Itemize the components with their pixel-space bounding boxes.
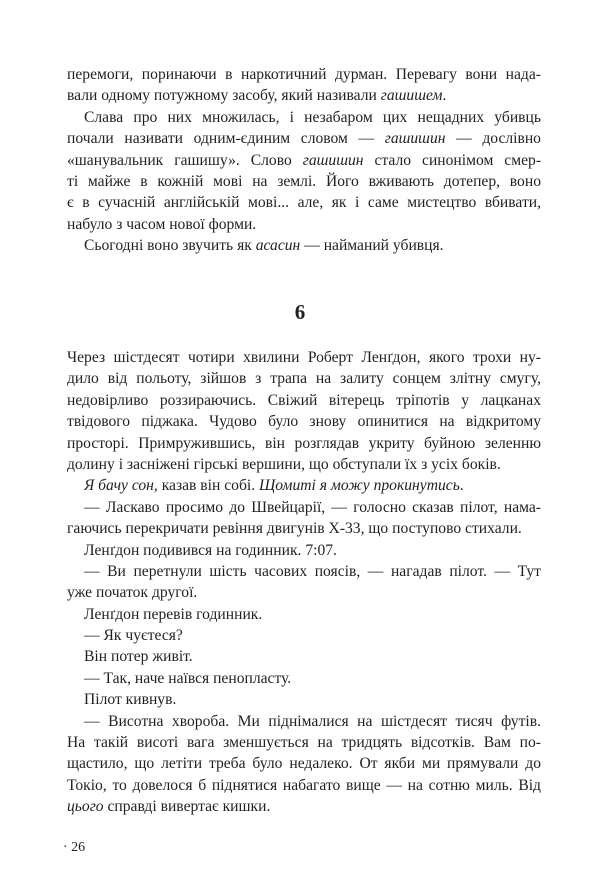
text-line — [67, 128, 541, 149]
text-segment: — Ви перетнули шість часових поясів, — нагадав пілот. — Тут — [84, 562, 541, 580]
text-line — [67, 711, 541, 732]
text-line — [67, 107, 541, 128]
text-segment: Через шістдесят чотири хвилини Роберт Ленґдон, якого трохи ну- — [67, 349, 541, 366]
text-block-chapter — [67, 347, 541, 818]
text-line — [67, 150, 541, 171]
italic-text: асасин — [255, 237, 301, 255]
text-segment: Він потер живіт. — [84, 648, 193, 666]
text-line — [67, 475, 541, 496]
text-segment: . — [459, 477, 464, 495]
italic-text: гашишем — [380, 87, 443, 105]
text-line — [67, 582, 541, 603]
text-segment: уже початок другої. — [67, 584, 198, 602]
text-segment: — дослівно — [445, 130, 541, 148]
text-segment: є в сучасній англійській мові... але, як і саме мистецтво вбивати, — [67, 194, 541, 212]
text-line — [67, 454, 541, 475]
text-segment: гаючись перекричати ревіння двигунів Х-33, що поступово стихали. — [67, 520, 522, 538]
text-line — [67, 689, 541, 710]
italic-text: цього — [67, 798, 104, 816]
text-segment: недовірливо роззираючись. Свіжий вітерець тріпотів у лацканах — [67, 391, 541, 409]
text-segment: . — [442, 87, 447, 105]
text-line — [67, 64, 541, 85]
text-segment: — Як чуєтеся? — [84, 627, 183, 645]
text-segment: дило від польоту, зійшов з трапа на залиту сонцем злітну смугу, — [67, 370, 541, 388]
text-line — [67, 668, 541, 689]
text-block-intro — [67, 64, 541, 257]
text-segment: На такій висоті вага зменшується на тридцять відсотків. Вам по- — [67, 734, 541, 752]
text-line — [67, 646, 541, 667]
text-line — [67, 775, 541, 796]
text-segment: твідового піджака. Чудово було знову опинитися на відкритому — [67, 413, 541, 431]
text-segment: Пілот кивнув. — [84, 691, 177, 709]
italic-text: Щомиті я можу прокинутись — [259, 477, 460, 495]
text-line — [67, 192, 541, 213]
italic-text: гашишин — [384, 130, 446, 148]
text-line — [67, 411, 541, 432]
text-line — [67, 85, 541, 106]
text-line — [67, 390, 541, 411]
text-line — [67, 732, 541, 753]
text-line — [67, 214, 541, 235]
text-segment: справді вивертає кишки. — [103, 798, 271, 816]
text-segment: щастило, що летіти треба було недалеко. От якби ми прямували до — [67, 755, 541, 773]
text-line — [67, 625, 541, 646]
text-line — [67, 433, 541, 454]
chapter-heading: 6 — [294, 300, 306, 324]
text-line — [67, 540, 541, 561]
text-segment: , казав він собі. — [153, 477, 260, 495]
text-line — [67, 235, 541, 256]
text-segment: — Так, наче наївся пенопласту. — [84, 669, 292, 687]
text-segment: просторі. Примружившись, він розглядав укриту буйною зеленню — [67, 434, 541, 452]
text-segment: почали називати одним-єдиним словом — — [67, 130, 385, 148]
text-line — [67, 497, 541, 518]
text-segment: вали одному потужному засобу, який називали — [67, 87, 381, 105]
text-segment: «шанувальник гашишу». Слово — [67, 151, 303, 169]
text-line — [67, 368, 541, 389]
text-segment: ті майже в кожній мові на землі. Його вживають дотепер, воно — [67, 172, 541, 190]
text-line — [67, 561, 541, 582]
text-segment: — Ласкаво просимо до Швейцарії, — голосно сказав пілот, нама- — [84, 498, 541, 516]
italic-text: Я бачу сон — [84, 477, 154, 495]
italic-text: гашишин — [302, 151, 364, 169]
page-number: · 26 — [63, 840, 86, 855]
text-segment: Слава про них множилась, і незабаром цих нещадних убивць — [84, 108, 541, 126]
text-segment: Ленґдон перевів годинник. — [84, 605, 263, 623]
text-line — [67, 753, 541, 774]
text-segment: Ленґдон подивився на годинник. 7:07. — [84, 541, 337, 559]
text-line — [67, 796, 541, 817]
text-segment: набуло з часом нової форми. — [67, 215, 257, 233]
text-segment: долину і засніжені гірські вершини, що обступали їх з усіх боків. — [67, 455, 501, 473]
text-segment: перемоги, поринаючи в наркотичний дурман. Перевагу вони нада- — [67, 66, 541, 83]
text-segment: стало синонімом смер- — [363, 151, 542, 169]
text-line — [67, 604, 541, 625]
text-line — [67, 518, 541, 539]
text-line — [67, 171, 541, 192]
text-segment: — найманий убивця. — [300, 237, 444, 255]
text-segment: — Висотна хвороба. Ми піднімалися на шістдесят тисяч футів. — [84, 712, 541, 730]
text-segment: Токіо, то довелося б піднятися набагато вище — на сотню миль. Від — [67, 776, 541, 794]
text-segment: Сьогодні воно звучить як — [84, 237, 256, 255]
text-line — [67, 347, 541, 368]
